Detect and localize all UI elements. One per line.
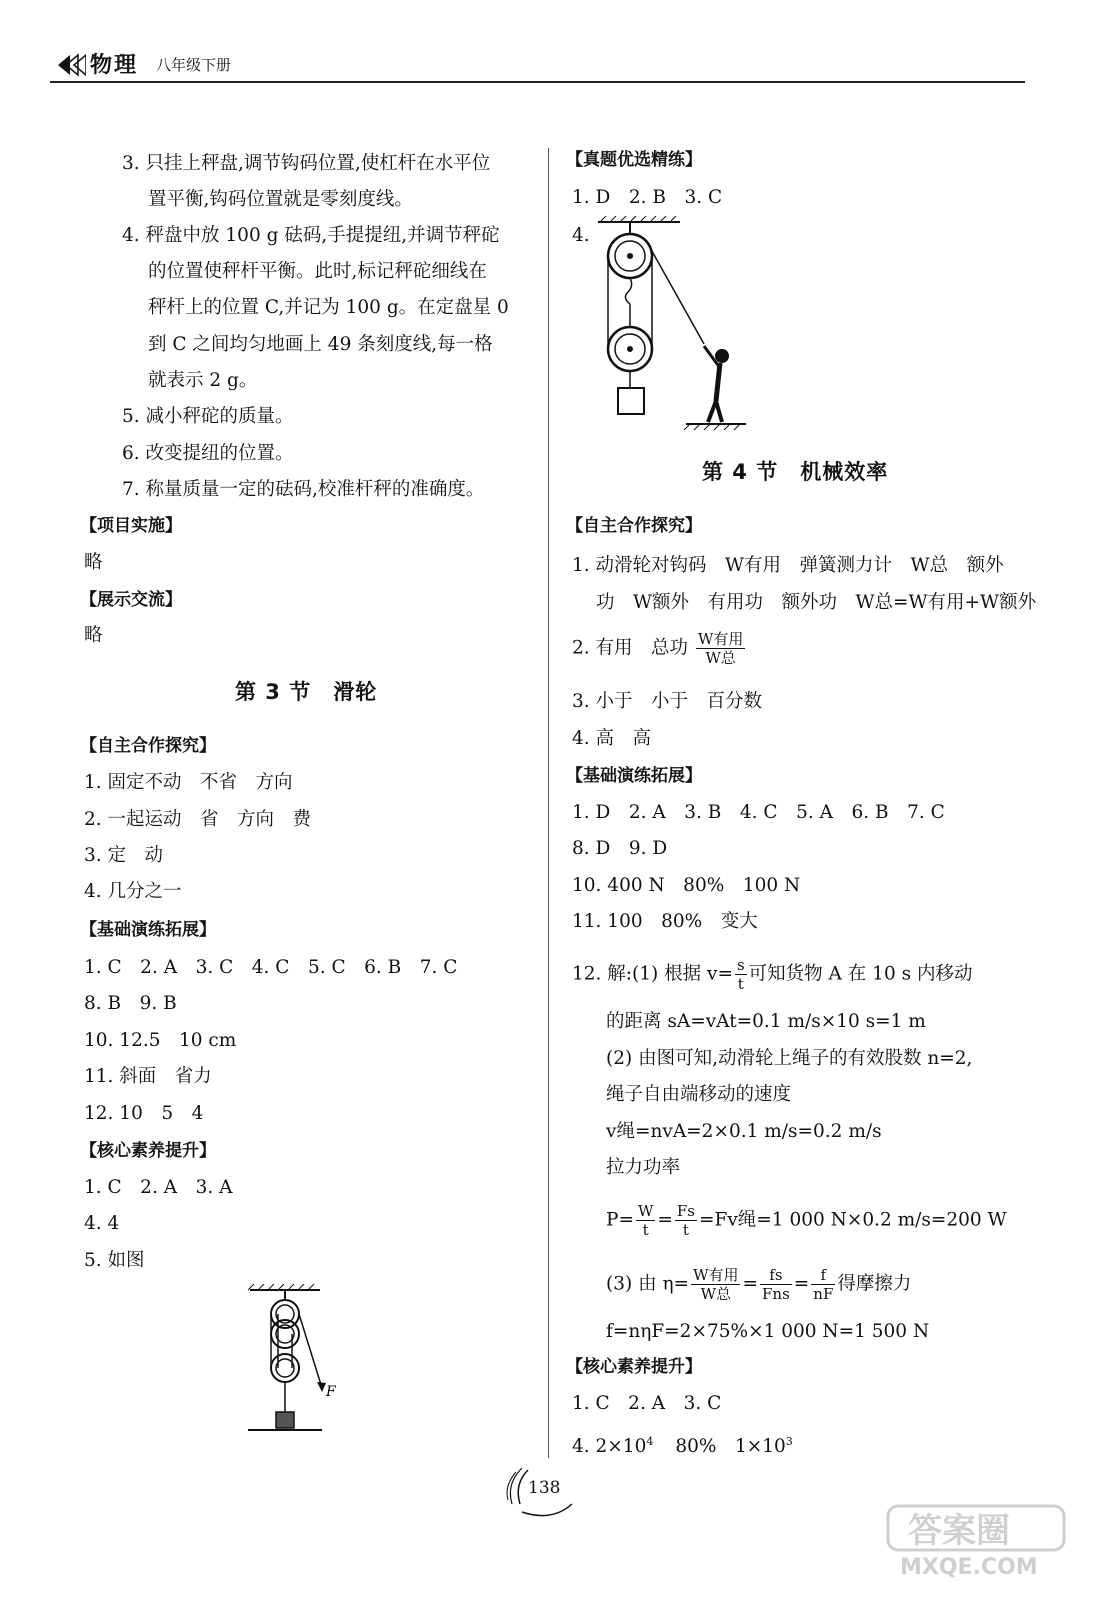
efficiency-fraction bbox=[691, 1266, 740, 1303]
page-number: 138 bbox=[528, 1478, 561, 1498]
answer-line: 拉力功率 bbox=[606, 1157, 681, 1178]
section-heading: 【自主合作探究】 bbox=[566, 516, 702, 536]
answer-text: 4. 2×10 bbox=[572, 1436, 647, 1458]
fraction-numerator: fs bbox=[760, 1266, 792, 1285]
section-heading: 【核心素养提升】 bbox=[566, 1357, 702, 1377]
answer-line: 的距离 sA=vAt=0.1 m/s×10 s=1 m bbox=[606, 1011, 926, 1032]
answer-line: 1. C 2. A 3. A bbox=[84, 1177, 233, 1198]
answer-line: 7. 称量质量一定的砝码,校准杆秤的准确度。 bbox=[122, 479, 485, 500]
answer-line: 12. 10 5 4 bbox=[84, 1103, 204, 1124]
answer-line: 1. D 2. A 3. B 4. C 5. A 6. B 7. C bbox=[572, 802, 945, 823]
answer-text: 2. 有用 总功 bbox=[572, 637, 689, 659]
answer-line: 秤杆上的位置 C,并记为 100 g。在定盘星 0 bbox=[148, 297, 509, 318]
answer-line: 就表示 2 g。 bbox=[148, 370, 258, 391]
fraction-numerator: f bbox=[811, 1266, 835, 1285]
fraction-numerator: s bbox=[736, 956, 745, 974]
answer-text: = bbox=[742, 1273, 758, 1295]
answer-line: f=nηF=2×75%×1 000 N=1 500 N bbox=[606, 1321, 930, 1342]
answer-line: (2) 由图可知,动滑轮上绳子的有效股数 n=2, bbox=[606, 1048, 973, 1069]
fraction-denominator: t bbox=[737, 975, 744, 993]
exponent: 4 bbox=[646, 1435, 654, 1448]
chapter-title: 第 4 节 机械效率 bbox=[702, 460, 889, 484]
velocity-fraction bbox=[735, 956, 747, 993]
fraction-denominator: t bbox=[642, 1221, 649, 1239]
section-heading: 【基础演练拓展】 bbox=[566, 766, 702, 786]
answer-text: P= bbox=[606, 1209, 634, 1231]
fraction-numerator: Fs bbox=[676, 1202, 695, 1220]
section-heading: 【基础演练拓展】 bbox=[80, 920, 216, 940]
section-heading: 【项目实施】 bbox=[80, 516, 182, 536]
answer-text: 80% 1×10 bbox=[675, 1436, 786, 1458]
answer-line: 置平衡,钩码位置就是零刻度线。 bbox=[148, 189, 413, 210]
answer-text: 12. 解:(1) 根据 v= bbox=[572, 963, 733, 985]
answer-line: 4. 秤盘中放 100 g 砝码,手提提纽,并调节秤砣 bbox=[122, 225, 500, 246]
answer-line: 1. C 2. A 3. C bbox=[572, 1393, 722, 1414]
answer-line bbox=[606, 1266, 911, 1303]
section-heading: 【核心素养提升】 bbox=[80, 1141, 216, 1161]
answer-line: 11. 100 80% 变大 bbox=[572, 911, 758, 932]
fraction-denominator: W总 bbox=[700, 1285, 731, 1303]
answer-line bbox=[572, 956, 972, 993]
watermark-icon bbox=[880, 1500, 1080, 1580]
section-heading: 【自主合作探究】 bbox=[80, 736, 216, 756]
efficiency-fraction bbox=[811, 1266, 835, 1303]
answer-line: 10. 12.5 10 cm bbox=[84, 1030, 237, 1051]
answer-text: = bbox=[657, 1209, 673, 1231]
answer-line: 绳子自由端移动的速度 bbox=[606, 1084, 792, 1105]
answer-line: 的位置使秤杆平衡。此时,标记秤砣细线在 bbox=[148, 261, 487, 282]
answer-line: 4. bbox=[572, 225, 590, 246]
efficiency-fraction bbox=[696, 630, 745, 667]
section-heading: 【展示交流】 bbox=[80, 590, 182, 610]
fraction-denominator: t bbox=[682, 1221, 689, 1239]
fraction-denominator: Fns bbox=[762, 1285, 790, 1303]
answer-line: 4. 4 bbox=[84, 1213, 120, 1234]
fraction-numerator: W bbox=[637, 1202, 654, 1220]
answer-text: (3) 由 η= bbox=[606, 1273, 690, 1295]
answer-line bbox=[572, 1430, 793, 1459]
header-subject: 物理 bbox=[90, 52, 139, 78]
header-grade: 八年级下册 bbox=[156, 56, 232, 74]
watermark-logo bbox=[880, 1500, 1080, 1580]
answer-line: 1. D 2. B 3. C bbox=[572, 187, 723, 208]
answer-line bbox=[572, 630, 747, 667]
watermark-text: MXQE.COM bbox=[900, 1555, 1038, 1580]
answer-text: 可知货物 A 在 10 s 内移动 bbox=[748, 963, 973, 985]
answer-line: 3. 只挂上秤盘,调节钩码位置,使杠杆在水平位 bbox=[122, 153, 491, 174]
fraction-numerator: W有用 bbox=[697, 630, 744, 648]
answer-line: 2. 一起运动 省 方向 费 bbox=[84, 809, 312, 830]
answer-line: 4. 高 高 bbox=[572, 728, 652, 749]
answer-line: 5. 减小秤砣的质量。 bbox=[122, 406, 294, 427]
answer-line: 4. 几分之一 bbox=[84, 881, 182, 902]
answer-line: 3. 定 动 bbox=[84, 845, 164, 866]
left-column bbox=[80, 0, 540, 1600]
answer-line: 11. 斜面 省力 bbox=[84, 1066, 212, 1087]
force-label: F bbox=[326, 1384, 336, 1400]
answer-line: 到 C 之间均匀地画上 49 条刻度线,每一格 bbox=[148, 334, 493, 355]
answer-text: =Fv绳=1 000 N×0.2 m/s=200 W bbox=[699, 1209, 1007, 1231]
power-fraction bbox=[636, 1202, 655, 1239]
section-heading: 【真题优选精练】 bbox=[566, 150, 702, 170]
answer-line: 5. 如图 bbox=[84, 1250, 145, 1271]
fraction-denominator: nF bbox=[813, 1285, 834, 1303]
fraction-denominator: W总 bbox=[705, 649, 736, 667]
answer-text: = bbox=[793, 1273, 810, 1295]
answer-line bbox=[606, 1202, 1007, 1239]
answer-line: 1. C 2. A 3. C 4. C 5. C 6. B 7. C bbox=[84, 957, 458, 978]
answer-line: 1. 固定不动 不省 方向 bbox=[84, 772, 293, 793]
answer-line: 1. 动滑轮对钩码 W有用 弹簧测力计 W总 额外 bbox=[572, 555, 1004, 576]
power-fraction bbox=[675, 1202, 697, 1239]
answer-line: 功 W额外 有用功 额外功 W总=W有用+W额外 bbox=[596, 592, 1037, 613]
fraction-numerator: W有用 bbox=[693, 1266, 739, 1284]
answer-line: 8. B 9. B bbox=[84, 993, 177, 1014]
efficiency-fraction bbox=[760, 1266, 792, 1303]
right-column bbox=[566, 0, 1036, 1600]
chapter-title: 第 3 节 滑轮 bbox=[235, 680, 378, 704]
answer-text: 得摩擦力 bbox=[837, 1273, 912, 1295]
answer-line: 6. 改变提纽的位置。 bbox=[122, 443, 294, 464]
answer-line: 略 bbox=[84, 625, 103, 646]
watermark-text: 答案圈 bbox=[908, 1511, 1010, 1551]
answer-line: 8. D 9. D bbox=[572, 838, 668, 859]
answer-line: 略 bbox=[84, 552, 103, 573]
answer-line: 3. 小于 小于 百分数 bbox=[572, 691, 763, 712]
exponent: 3 bbox=[785, 1435, 793, 1448]
answer-line: 10. 400 N 80% 100 N bbox=[572, 875, 801, 896]
column-divider bbox=[548, 148, 549, 1458]
pulley-block-figure bbox=[240, 1284, 360, 1444]
pulley-person-figure bbox=[590, 216, 750, 436]
answer-line: v绳=nvA=2×0.1 m/s=0.2 m/s bbox=[606, 1121, 882, 1142]
